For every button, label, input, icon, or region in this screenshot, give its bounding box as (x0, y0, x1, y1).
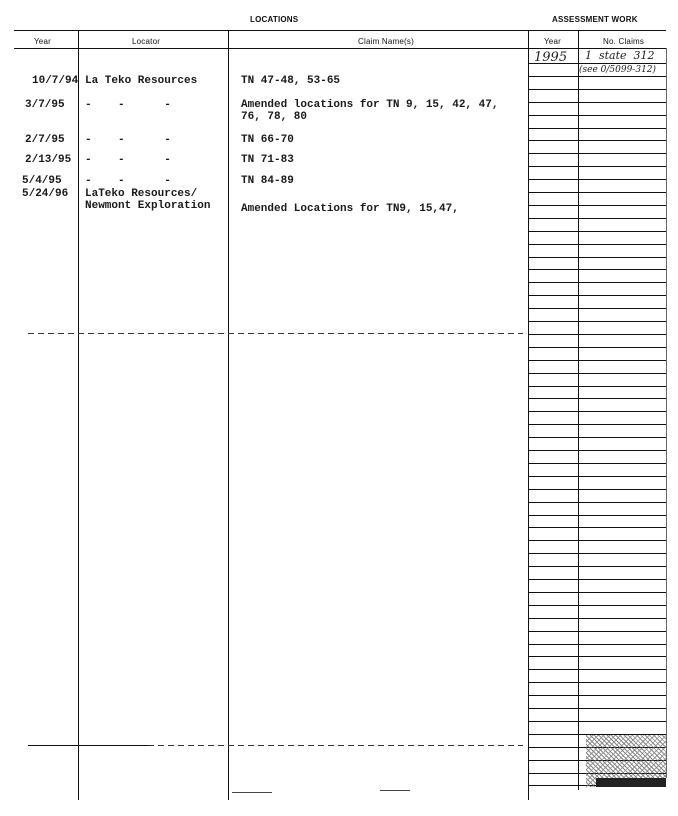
aw-ruled-line (528, 656, 666, 657)
aw-ruled-line (528, 631, 666, 632)
aw-ruled-line (528, 553, 666, 554)
aw-ruled-line (528, 669, 666, 670)
aw-ruled-line (528, 231, 666, 232)
aw-ruled-line (528, 179, 666, 180)
aw-ruled-line (528, 347, 666, 348)
aw-ruled-line (528, 695, 666, 696)
entry-locator: - - - (85, 175, 171, 187)
aw-ruled-line (528, 295, 666, 296)
entry-claims: Amended Locations for TN9, 15,47, (241, 203, 459, 215)
aw-ruled-line (528, 540, 666, 541)
aw-ruled-line (528, 592, 666, 593)
separator-solid-segment (28, 745, 148, 746)
aw-ruled-line (528, 140, 666, 141)
aw-ruled-line (528, 244, 666, 245)
header-bottom-rule (14, 48, 666, 49)
aw-ruled-line (528, 437, 666, 438)
entry-claims: TN 47-48, 53-65 (241, 75, 341, 87)
aw-ruled-line (528, 489, 666, 490)
aw-ruled-line (528, 463, 666, 464)
aw-ruled-line (528, 89, 666, 90)
aw-ruled-line (528, 708, 666, 709)
column-divider-aw-year (578, 30, 579, 790)
locator-column-header: Locator (132, 37, 161, 46)
aw-ruled-line (528, 166, 666, 167)
entry-date: 2/7/95 (25, 134, 65, 146)
assessment-work-heading: ASSESSMENT WORK (552, 15, 638, 24)
aw-entry-year: 1995 (534, 50, 568, 65)
entry-locator: La Teko Resources (85, 75, 198, 87)
column-divider-locator (228, 30, 229, 800)
entry-claims: TN 84-89 (241, 175, 294, 187)
aw-ruled-line (528, 218, 666, 219)
aw-entry-reference: (see 0/5099-312) (579, 65, 657, 75)
aw-ruled-line (528, 424, 666, 425)
aw-ruled-line (528, 450, 666, 451)
entry-date: 5/4/95 (22, 175, 62, 187)
bottom-mark-1 (232, 792, 272, 793)
aw-ruled-line (528, 192, 666, 193)
aw-ruled-line (528, 128, 666, 129)
entry-date: 10/7/94 (32, 75, 79, 87)
column-divider-year (78, 30, 79, 800)
separator-dotted-1 (28, 333, 523, 334)
aw-ruled-line (528, 76, 666, 77)
entry-locator: - - - (85, 99, 171, 111)
entry-locator: LaTeko Resources/ Newmont Exploration (85, 188, 211, 212)
aw-ruled-line (528, 644, 666, 645)
aw-ruled-line (528, 334, 666, 335)
aw-ruled-line (528, 398, 666, 399)
entry-date: 5/24/96 (22, 188, 69, 200)
year-column-header: Year (34, 37, 51, 46)
right-border (666, 48, 667, 778)
aw-ruled-line (528, 153, 666, 154)
entry-claims: Amended locations for TN 9, 15, 42, 47, 76, 78, 80 (241, 99, 499, 123)
aw-year-column-header: Year (544, 37, 561, 46)
aw-ruled-line (528, 115, 666, 116)
entry-date: 3/7/95 (25, 99, 65, 111)
entry-claims: TN 66-70 (241, 134, 294, 146)
aw-ruled-line (528, 682, 666, 683)
aw-ruled-line (528, 721, 666, 722)
entry-locator: - - - (85, 134, 171, 146)
aw-ruled-line (528, 257, 666, 258)
scan-dark-bar (596, 778, 666, 787)
locations-heading: LOCATIONS (250, 15, 299, 24)
aw-ruled-line (528, 411, 666, 412)
aw-ruled-line (528, 386, 666, 387)
bottom-mark-2 (380, 790, 410, 791)
aw-ruled-line (528, 527, 666, 528)
aw-ruled-line (528, 579, 666, 580)
aw-ruled-line (528, 205, 666, 206)
aw-ruled-line (528, 373, 666, 374)
aw-ruled-line (528, 502, 666, 503)
aw-ruled-line (528, 566, 666, 567)
aw-ruled-line (528, 618, 666, 619)
claim-names-column-header: Claim Name(s) (358, 37, 414, 46)
column-divider-claims (528, 30, 529, 800)
entry-locator: - - - (85, 154, 171, 166)
aw-ruled-line (528, 360, 666, 361)
aw-ruled-line (528, 308, 666, 309)
aw-ruled-line (528, 102, 666, 103)
aw-ruled-line (528, 282, 666, 283)
aw-ruled-line (528, 321, 666, 322)
aw-ruled-line (528, 515, 666, 516)
entry-claims: TN 71-83 (241, 154, 294, 166)
aw-entry-note: 1 state 312 (585, 49, 655, 62)
entry-date: 2/13/95 (25, 154, 72, 166)
aw-ruled-line (528, 269, 666, 270)
aw-ruled-line (528, 476, 666, 477)
header-top-rule (14, 30, 666, 31)
aw-no-claims-column-header: No. Claims (603, 37, 645, 46)
aw-ruled-line (528, 605, 666, 606)
